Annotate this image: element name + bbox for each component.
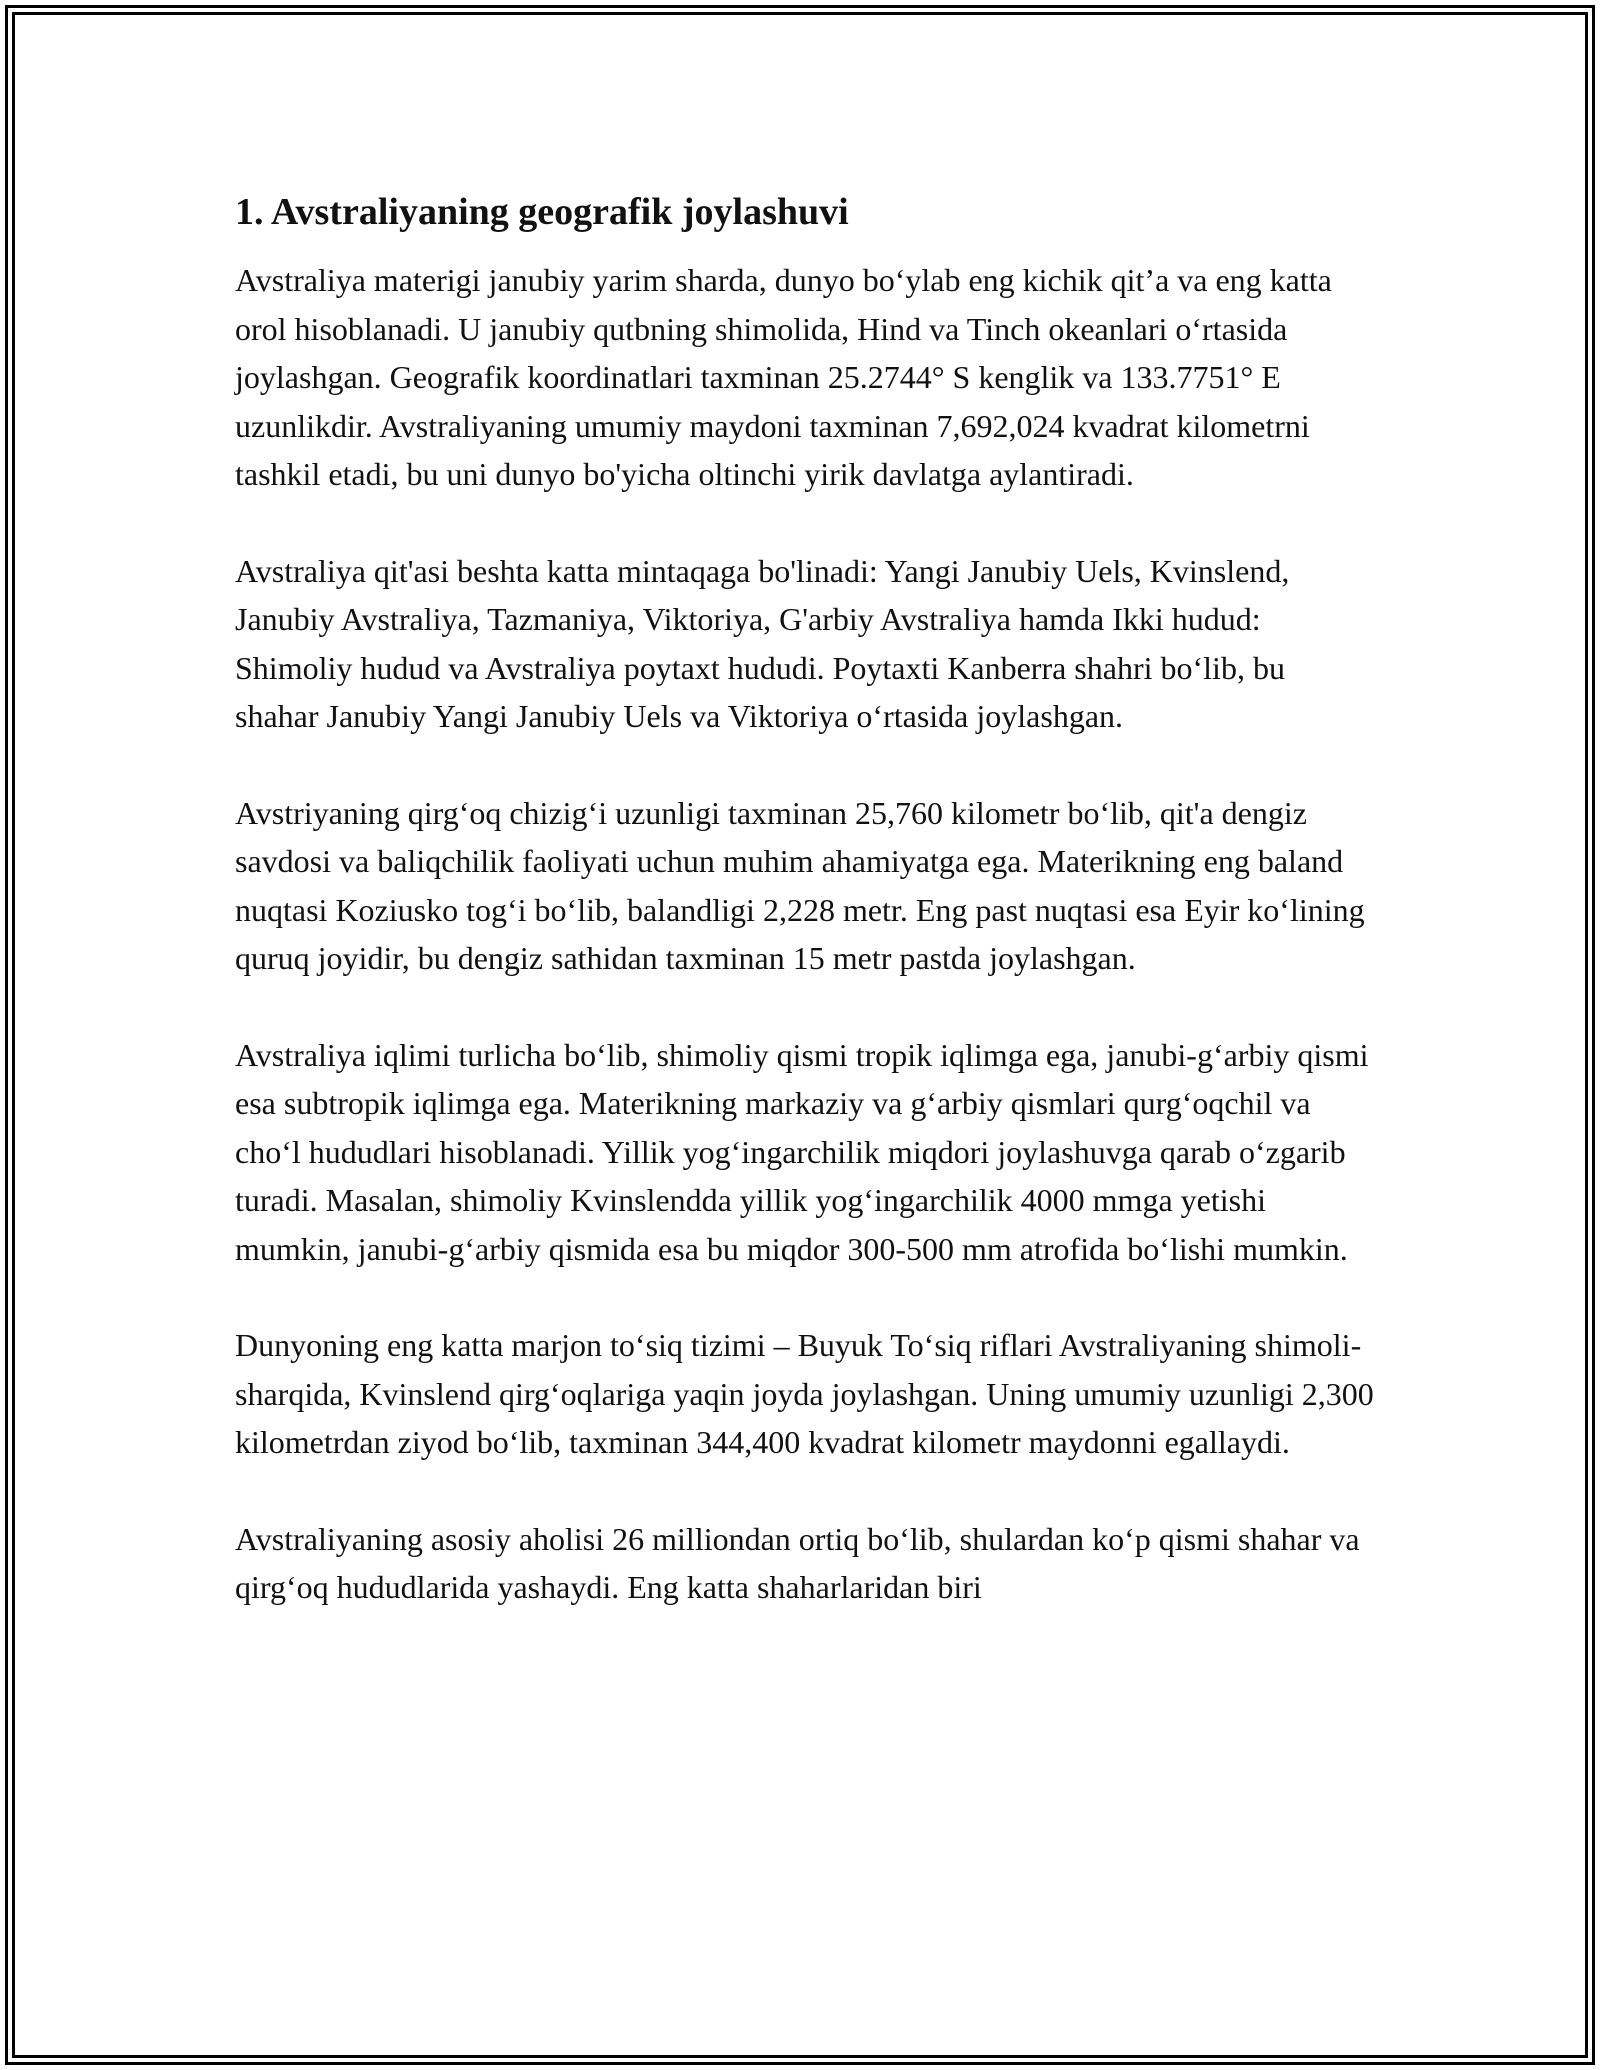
paragraph-coastline: Avstriyaning qirg‘oq chizig‘i uzunligi taxminan 25,760 kilometr bo‘lib, qit'a dengiz savdosi va baliqchilik faoliyati uchun muhim ahamiyatga ega. Materikning eng baland nuqtasi Koziusko tog‘i bo‘lib, balandligi 2,228 metr. Eng past nuqtasi esa Eyir ko‘lining quruq joyidir, bu dengiz sathidan taxminan 15 metr pastda joylashgan. xyxy=(235,794,1365,976)
paragraph-regions: Avstraliya qit'asi beshta katta mintaqaga bo'linadi: Yangi Janubiy Uels, Kvinslend, Janubiy Avstraliya, Tazmaniya, Viktoriya, G'arbiy Avstraliya hamda Ikki hudud: Shimoliy hudud va Avstraliya poytaxt hududi. Poytaxti Kanberra shahri bo‘lib, bu shahar Janubiy Yangi Janubiy Uels va Viktoriya o‘rtasida joylashgan. xyxy=(235,552,1290,734)
section-heading: 1. Avstraliyaning geografik joylashuvi xyxy=(235,191,849,233)
paragraph-population: Avstraliyaning asosiy aholisi 26 milliondan ortiq bo‘lib, shulardan ko‘p qismi shahar va qirg‘oq hududlarida yashaydi. Eng katta shaharlaridan biri xyxy=(235,1520,1360,1605)
paragraph-geography: Avstraliya materigi janubiy yarim sharda, dunyo bo‘ylab eng kichik qit’a va eng katta orol hisoblanadi. U janubiy qutbning shimolida, Hind va Tinch okeanlari o‘rtasida joylashgan. Geografik koordinatlari taxminan 25.2744° S kenglik va 133.7751° E uzunlikdir. Avstraliyaning umumiy maydoni taxminan 7,692,024 kvadrat kilometrni tashkil etadi, bu uni dunyo bo'yicha oltinchi yirik davlatga aylantiradi. xyxy=(235,262,1332,492)
document-body xyxy=(235,186,1375,1660)
paragraph-reef: Dunyoning eng katta marjon to‘siq tizimi – Buyuk To‘siq riflari Avstraliyaning shimoli-sharqida, Kvinslend qirg‘oqlariga yaqin joyda joylashgan. Uning umumiy uzunligi 2,300 kilometrdan ziyod bo‘lib, taxminan 344,400 kvadrat kilometr maydonni egallaydi. xyxy=(235,1327,1374,1460)
paragraph-climate: Avstraliya iqlimi turlicha bo‘lib, shimoliy qismi tropik iqlimga ega, janubi-g‘arbiy qismi esa subtropik iqlimga ega. Materikning markaziy va g‘arbiy qismlari qurg‘oqchil va cho‘l hududlari hisoblanadi. Yillik yog‘ingarchilik miqdori joylashuvga qarab o‘zgarib turadi. Masalan, shimoliy Kvinslendda yillik yog‘ingarchilik 4000 mmga yetishi mumkin, janubi-g‘arbiy qismida esa bu miqdor 300-500 mm atrofida bo‘lishi mumkin. xyxy=(235,1036,1369,1267)
